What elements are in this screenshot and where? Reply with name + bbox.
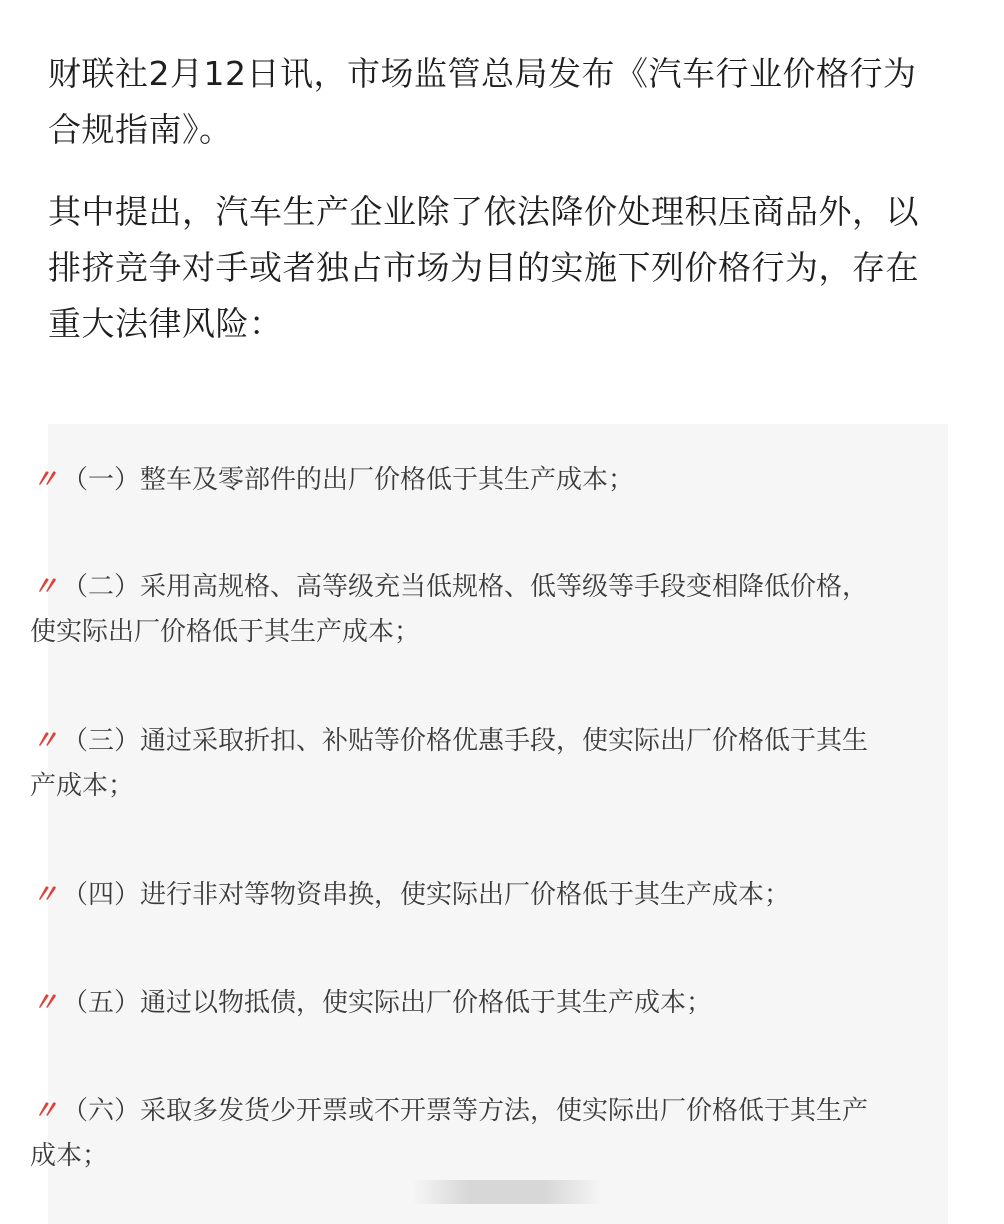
article-paragraph-lead: 财联社2月12日讯，市场监管总局发布《汽车行业价格行为合规指南》。 bbox=[48, 54, 917, 149]
quote-item-text: （一）整车及零部件的出厂价格低于其生产成本； bbox=[62, 465, 635, 495]
quote-item-text: （三）通过采取折扣、补贴等价格优惠手段，使实际出厂价格低于其生产成本； bbox=[30, 726, 869, 801]
quote-item-text: （二）采用高规格、高等级充当低规格、低等级等手段变相降低价格，使实际出厂价格低于其生产成本； bbox=[30, 572, 869, 647]
quote-item-3 bbox=[30, 719, 878, 809]
quote-item-2 bbox=[30, 565, 878, 655]
quote-mark-icon: 〃 bbox=[32, 1096, 59, 1126]
quote-item-text: （六）采取多发货少开票或不开票等方法，使实际出厂价格低于其生产成本； bbox=[30, 1096, 869, 1171]
quote-mark-icon: 〃 bbox=[32, 726, 59, 756]
article-paragraph-intro: 其中提出，汽车生产企业除了依法降价处理积压商品外，以排挤竞争对手或者独占市场为目的实施下列价格行为，存在重大法律风险： bbox=[48, 192, 919, 343]
quote-mark-icon: 〃 bbox=[32, 572, 59, 602]
quote-item-text: （四）进行非对等物资串换，使实际出厂价格低于其生产成本； bbox=[62, 880, 791, 910]
quote-item-text: （五）通过以物抵债，使实际出厂价格低于其生产成本； bbox=[62, 988, 713, 1018]
quote-mark-icon: 〃 bbox=[32, 880, 59, 910]
quote-item-5 bbox=[30, 981, 878, 1026]
quote-item-6 bbox=[30, 1089, 878, 1179]
article-body bbox=[48, 46, 948, 352]
blurred-watermark bbox=[412, 1180, 602, 1204]
quote-mark-icon: 〃 bbox=[32, 465, 59, 495]
quote-item-1 bbox=[30, 458, 878, 503]
quote-item-4 bbox=[30, 873, 878, 918]
quote-mark-icon: 〃 bbox=[32, 988, 59, 1018]
